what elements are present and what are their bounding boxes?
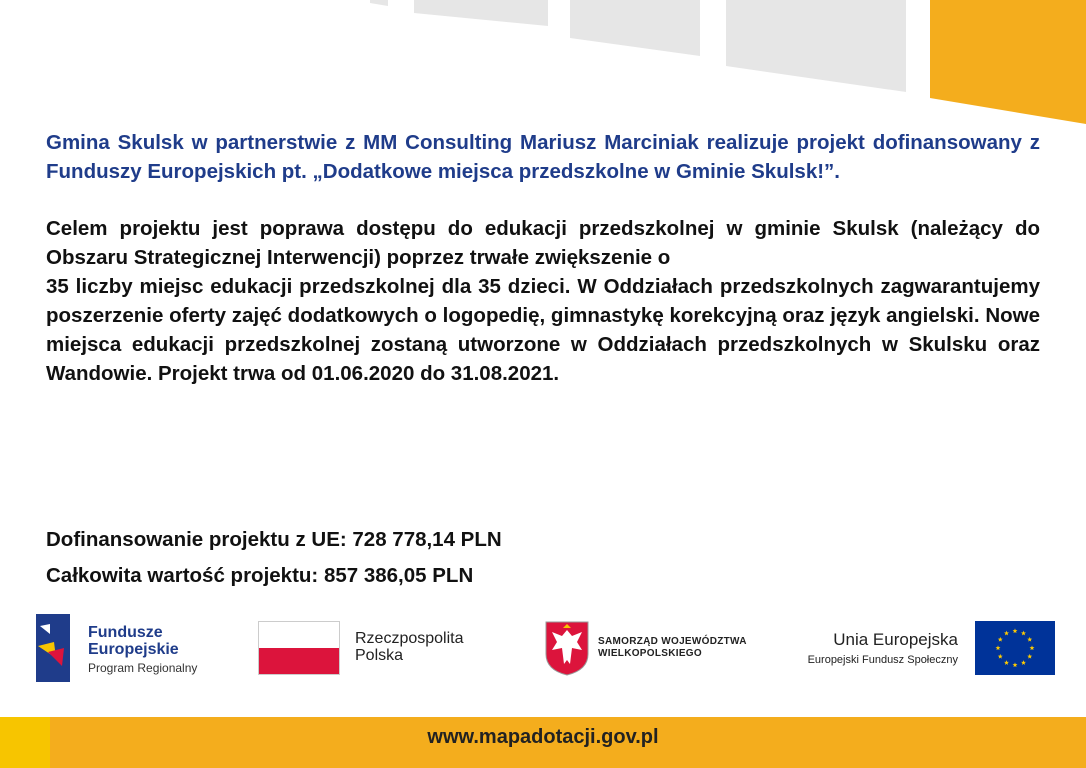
deco-stripe-2 [414,0,548,26]
eu-funding: Dofinansowanie projektu z UE: 728 778,14 PLN [46,528,502,551]
funding-info [46,522,502,594]
top-decoration [0,0,1086,140]
fe-line-1: Fundusze [88,624,163,641]
logo-strip [0,608,1086,688]
deco-stripe-1 [370,0,388,6]
polish-flag-icon [258,621,340,675]
fe-line-3: Program Regionalny [88,661,198,675]
intro-text: Gmina Skulsk w partnerstwie z MM Consulting Mariusz Marciniak realizuje projekt dofinansowany z Funduszy Europejskich pt. „Dodatkowe miejsca przedszkolne w Gminie Skulsk!”. [46,131,1040,183]
wlkp-line-2: WIELKOPOLSKIEGO [598,648,702,659]
samorzad-text [598,636,747,660]
project-description [46,214,1040,388]
deco-corner-orange [930,0,1086,124]
rzeczpospolita-text [355,630,464,664]
unia-europejska-text [808,630,958,668]
wlkp-line-1: SAMORZĄD WOJEWÓDZTWA [598,636,747,647]
main-content [46,128,1040,388]
footer-url[interactable]: www.mapadotacji.gov.pl [427,726,659,748]
deco-stripe-4 [726,0,906,92]
fe-line-2: Europejskie [88,641,179,658]
deco-stripe-3 [570,0,700,56]
description-line-1: Celem projektu jest poprawa dostępu do edukacji przedszkolnej w gminie Skulsk (należący do Obszaru Strategicznej Interwencji) poprzez trwałe zwiększenie o [46,217,1040,269]
eu-flag-icon [975,621,1055,675]
description-line-2: 35 liczby miejsc edukacji przedszkolnej dla 35 dzieci. W Oddziałach przedszkolnych zagwarantujemy poszerzenie oferty zajęć dodatkowych o logopedię, gimnastykę korekcyjną oraz język angielski. Nowe miejsca edukacji przedszkolnej zostaną utworzone w Oddziałach przedszkolnych w Skulsku oraz Wandowie. Projekt trwa od 01.06.2020 do 31.08.2021. [46,275,1040,385]
fundusze-europejskie-text [88,624,197,676]
total-value: Całkowita wartość projektu: 857 386,05 PLN [46,564,474,587]
ue-subtitle: Europejski Fundusz Społeczny [807,654,958,666]
rp-line-1: Rzeczpospolita [355,630,464,647]
wielkopolska-crest-icon [544,620,590,676]
footer-bar [0,717,1086,768]
ue-title: Unia Europejska [833,630,958,649]
rp-line-2: Polska [355,647,404,664]
